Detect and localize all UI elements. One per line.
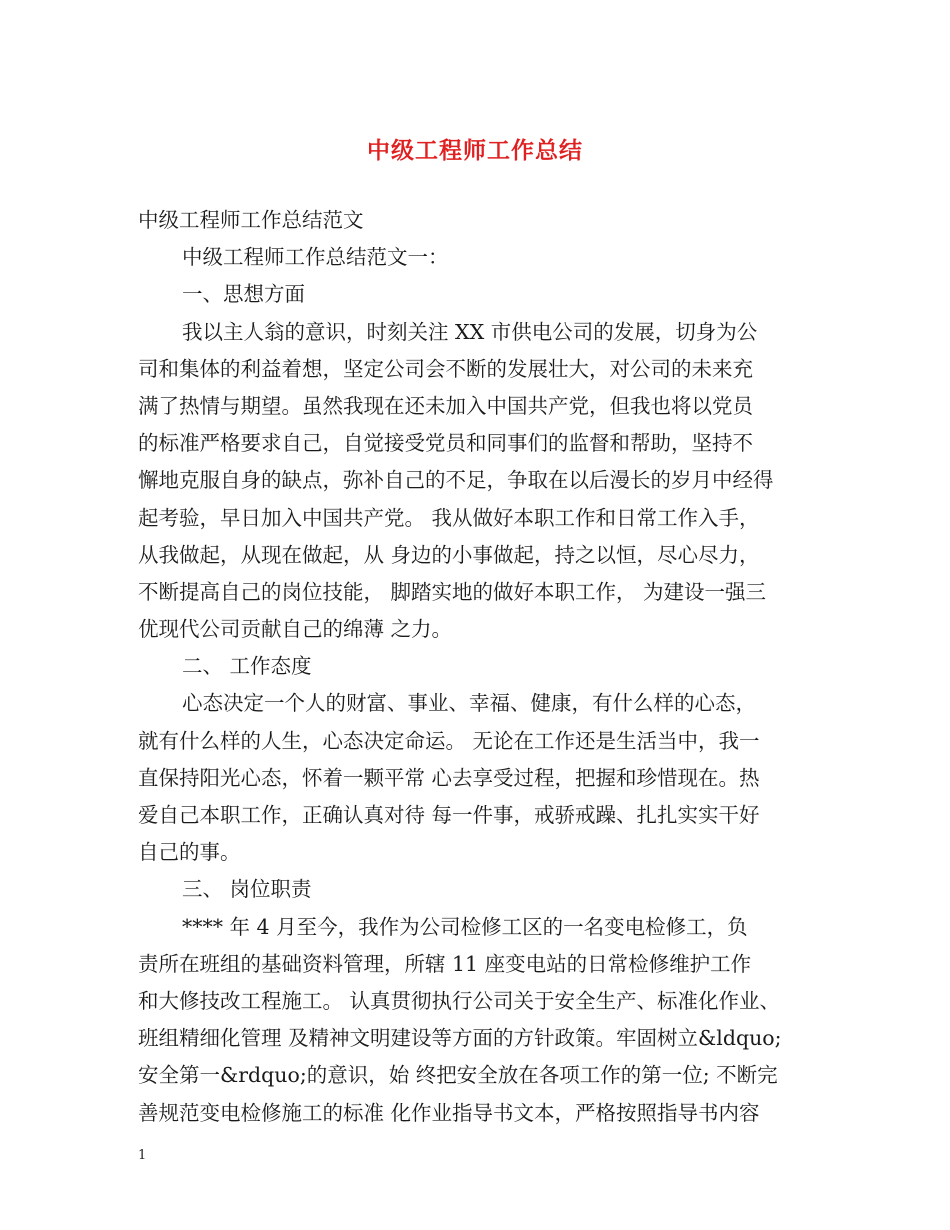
body-line: 责所在班组的基础资料管理，所辖 11 座变电站的日常检修维护工作 bbox=[138, 951, 752, 976]
body-line: 中级工程师工作总结范文一： bbox=[182, 245, 449, 270]
body-line: 不断提高自己的岗位技能， 脚踏实地的做好本职工作， 为建设一强三 bbox=[138, 579, 767, 604]
body-line: 司和集体的利益着想，坚定公司会不断的发展壮大，对公司的未来充 bbox=[138, 356, 753, 381]
body-line: 的标准严格要求自己，自觉接受党员和同事们的监督和帮助，坚持不 bbox=[138, 431, 753, 456]
body-line: 善规范变电检修施工的标准 化作业指导书文本，严格按照指导书内容 bbox=[138, 1100, 760, 1125]
body-line: 心态决定一个人的财富、事业、幸福、健康，有什么样的心态， bbox=[182, 691, 756, 716]
body-line: 我以主人翁的意识，时刻关注 XX 市供电公司的发展，切身为公 bbox=[182, 319, 758, 344]
body-line: 三、 岗位职责 bbox=[182, 877, 312, 902]
body-line: 班组精细化管理 及精神文明建设等方面的方针政策。牢固树立&ldquo; bbox=[138, 1026, 782, 1051]
body-line: 从我做起，从现在做起，从 身边的小事做起，持之以恒，尽心尽力， bbox=[138, 542, 760, 567]
document-title: 中级工程师工作总结 bbox=[367, 137, 583, 164]
body-line: 安全第一&rdquo;的意识，始 终把安全放在各项工作的第一位; 不断完 bbox=[138, 1063, 778, 1088]
body-line: 和大修技改工程施工。 认真贯彻执行公司关于安全生产、标准化作业、 bbox=[138, 988, 781, 1013]
body-line: 二、 工作态度 bbox=[182, 654, 312, 679]
body-line: 爱自己本职工作，正确认真对待 每一件事，戒骄戒躁、扎扎实实干好 bbox=[138, 803, 760, 827]
body-line: 中级工程师工作总结范文 bbox=[138, 208, 364, 232]
body-line: **** 年 4 月至今，我作为公司检修工区的一名变电检修工，负 bbox=[182, 914, 748, 939]
body-line: 自己的事。 bbox=[138, 840, 241, 865]
body-line: 就有什么样的人生，心态决定命运。 无论在工作还是生活当中，我一 bbox=[138, 728, 760, 753]
body-line: 一、思想方面 bbox=[182, 282, 305, 307]
page-number: 1 bbox=[138, 1148, 147, 1163]
document-body bbox=[138, 202, 818, 1132]
body-line: 起考验，早日加入中国共产党。 我从做好本职工作和日常工作入手， bbox=[138, 505, 760, 530]
body-line: 懈地克服自身的缺点，弥补自己的不足，争取在以后漫长的岁月中经得 bbox=[138, 468, 774, 493]
body-line: 优现代公司贡献自己的绵薄 之力。 bbox=[138, 617, 453, 642]
body-line: 直保持阳光心态，怀着一颗平常 心去享受过程，把握和珍惜现在。热 bbox=[138, 765, 760, 790]
body-line: 满了热情与期望。虽然我现在还未加入中国共产党，但我也将以党员 bbox=[138, 393, 753, 418]
